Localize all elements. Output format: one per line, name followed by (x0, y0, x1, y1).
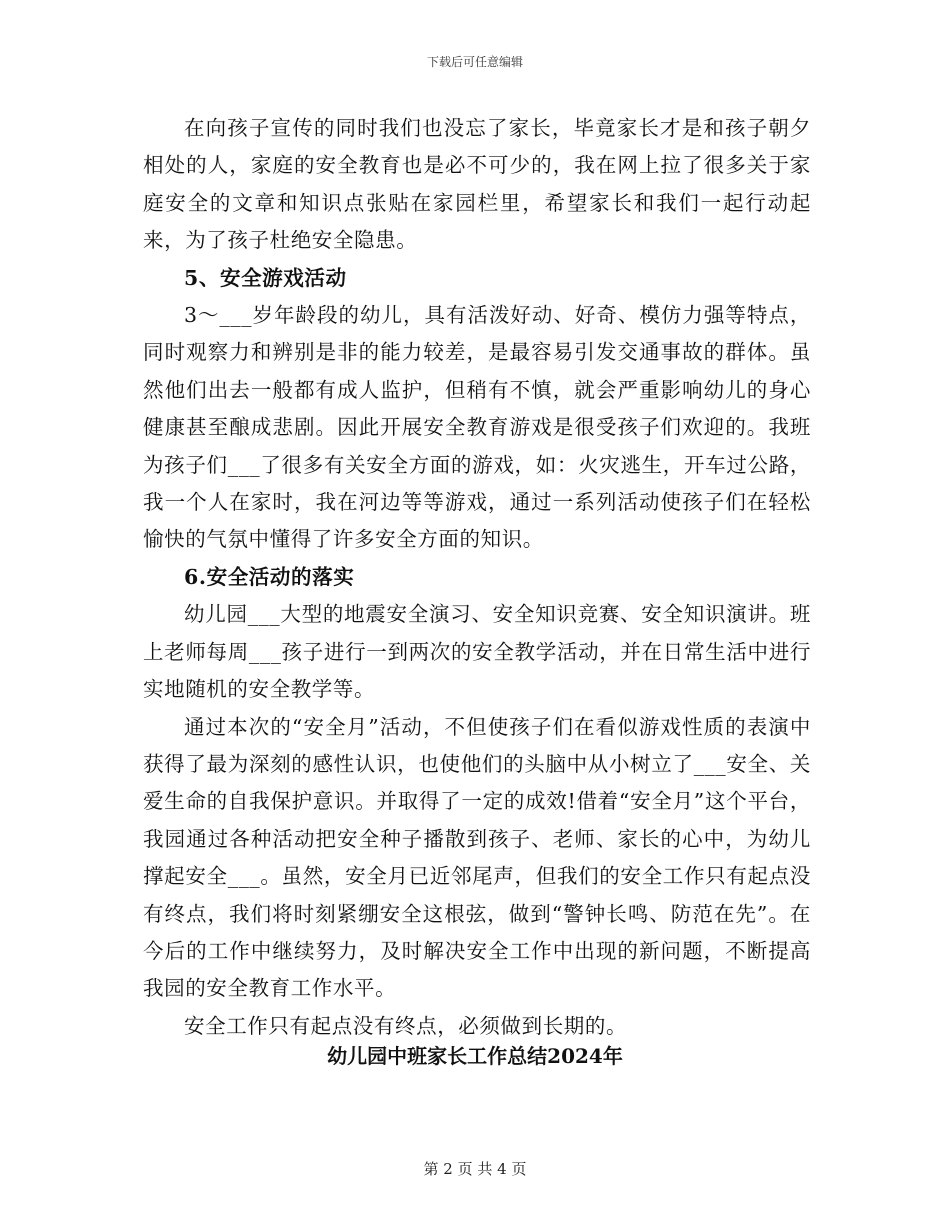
header-note: 下载后可任意编辑 (426, 55, 523, 69)
paragraph-implementation: 幼儿园___大型的地震安全演习、安全知识竞赛、安全知识演讲。班上老师每周___孩子进行一到两次的安全教学活动，并在日常生活中进行实地随机的安全教学等。 (143, 602, 811, 702)
paragraph-safety-games: 3～___岁年龄段的幼儿，具有活泼好动、好奇、模仿力强等特点，同时观察力和辨别是非的能力较差，是最容易引发交通事故的群体。虽然他们出去一般都有成人监护，但稍有不慎，就会严重影响幼儿的身心健康甚至酿成悲剧。因此开展安全教育游戏是很受孩子们欢迎的。我班为孩子们___了很多有关安全方面的游戏，如：火灾逃生，开车过公路，我一个人在家时，我在河边等等游戏，通过一系列活动使孩子们在轻松愉快的气氛中懂得了许多安全方面的知识。 (143, 303, 811, 552)
paragraph-conclusion: 安全工作只有起点没有终点，必须做到长期的。 (184, 1013, 628, 1038)
document-body (143, 110, 811, 1045)
paragraph-parents: 在向孩子宣传的同时我们也没忘了家长，毕竟家长才是和孩子朝夕相处的人，家庭的安全教育也是必不可少的，我在网上拉了很多关于家庭安全的文章和知识点张贴在家园栏里，希望家长和我们一起行动起来，为了孩子杜绝安全隐患。 (143, 116, 811, 253)
section-heading-5: 5、安全游戏活动 (184, 265, 347, 290)
page-footer: 第 2 页 共 4 页 (423, 1160, 527, 1178)
document-title: 幼儿园中班家长工作总结2024年 (327, 1044, 623, 1068)
section-heading-6: 6.安全活动的落实 (184, 564, 355, 589)
paragraph-safety-month: 通过本次的“安全月”活动，不但使孩子们在看似游戏性质的表演中获得了最为深刻的感性认识，也使他们的头脑中从小树立了___安全、关爱生命的自我保护意识。并取得了一定的成效!借着“安全月”这个平台，我园通过各种活动把安全种子播散到孩子、老师、家长的心中，为幼儿撑起安全___。虽然，安全月已近邻尾声，但我们的安全工作只有起点没有终点，我们将时刻紧绷安全这根弦，做到“警钟长鸣、防范在先”。在今后的工作中继续努力，及时解决安全工作中出现的新问题，不断提高我园的安全教育工作水平。 (143, 714, 811, 1001)
